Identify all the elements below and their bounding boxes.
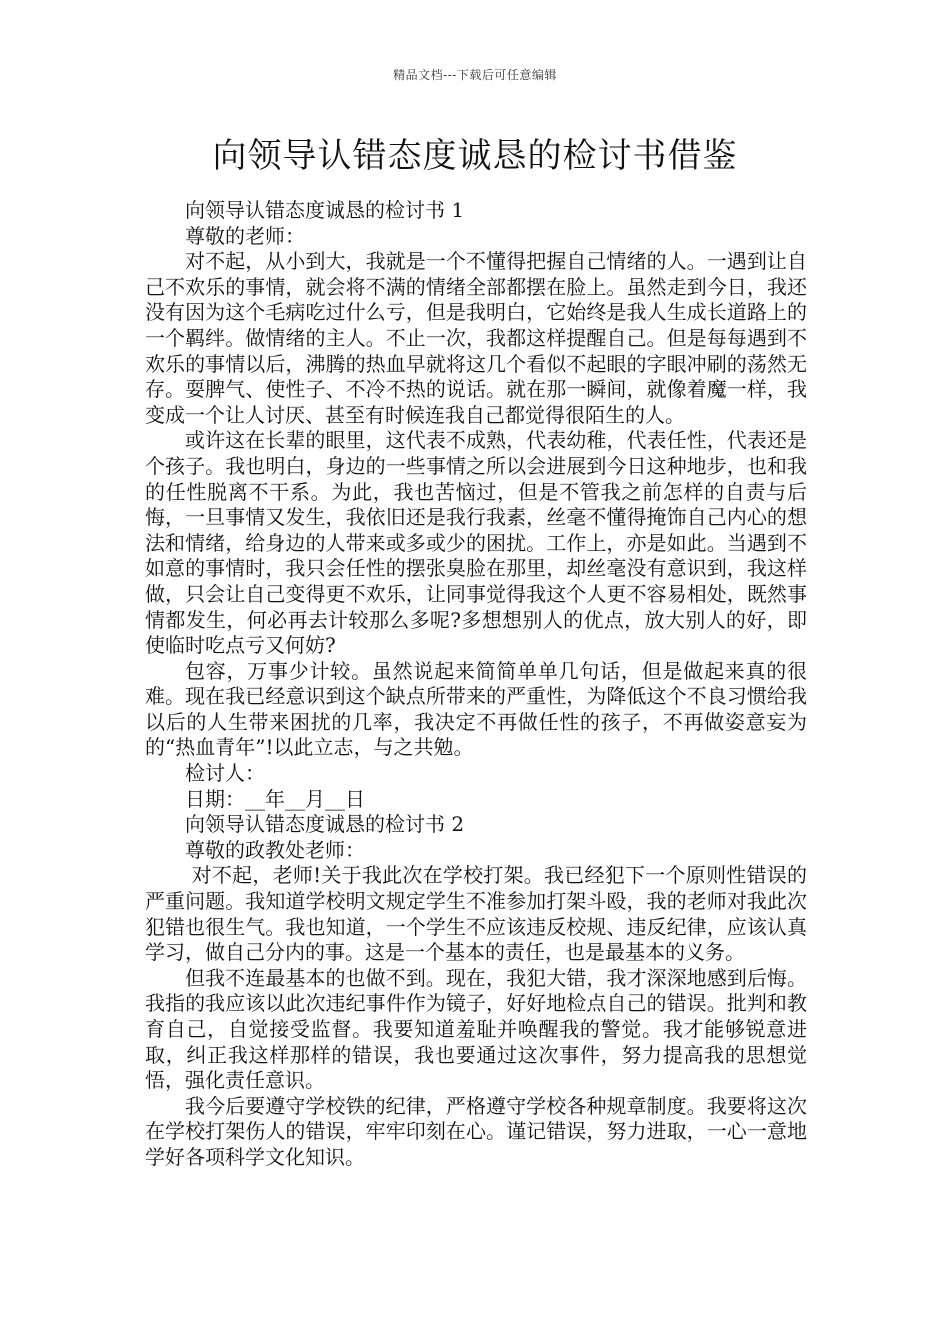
document-body [145, 198, 807, 1171]
salutation-1: 尊敬的老师： [185, 223, 305, 248]
body-paragraph: 但我不连最基本的也做不到。现在，我犯大错，我才深深地感到后悔。我指的我应该以此次违纪事件作为镜子，好好地检点自己的错误。批判和教育自己，自觉接受监督。我要知道羞耻并唤醒我的警觉。我才能够锐意进取，纠正我这样那样的错误，我也要通过这次事件，努力提高我的思想觉悟，强化责任意识。 [145, 965, 807, 1093]
section-heading-1: 向领导认错态度诚恳的检讨书 1 [185, 198, 465, 222]
body-paragraph: 对不起，从小到大，我就是一个不懂得把握自己情绪的人。一遇到让自己不欢乐的事情，就会将不满的情绪全部都摆在脸上。虽然走到今日，我还没有因为这个毛病吃过什么亏，但是我明白，它始终是我人生成长道路上的一个羁绊。做情绪的主人。不止一次，我都这样提醒自己。但是每每遇到不欢乐的事情以后，沸腾的热血早就将这几个看似不起眼的字眼冲刷的荡然无存。耍脾气、使性子、不冷不热的说话。就在那一瞬间，就像着魔一样，我变成一个让人讨厌、甚至有时候连我自己都觉得很陌生的人。 [145, 249, 807, 427]
page-header: 精品文档---下载后可任意编辑 [393, 68, 557, 82]
document-title: 向领导认错态度诚恳的检讨书借鉴 [212, 136, 738, 176]
section-heading-2: 向领导认错态度诚恳的检讨书 2 [185, 812, 465, 837]
body-paragraph: 对不起，老师!关于我此次在学校打架。我已经犯下一个原则性错误的严重问题。我知道学校明文规定学生不准参加打架斗殴，我的老师对我此次犯错也很生气。我也知道，一个学生不应该违反校规、违反纪律，应该认真学习，做自己分内的事。这是一个基本的责任，也是最基本的义务。 [145, 863, 807, 965]
salutation-2: 尊敬的政教处老师： [185, 837, 365, 862]
signature-line: 检讨人： [185, 761, 265, 786]
date-line: 日期：__年__月__日 [185, 786, 365, 811]
body-paragraph: 包容，万事少计较。虽然说起来简简单单几句话，但是做起来真的很难。现在我已经意识到这个缺点所带来的严重性，为降低这个不良习惯给我以后的人生带来困扰的几率，我决定不再做任性的孩子，不再做姿意妄为的“热血青年”!以此立志，与之共勉。 [145, 658, 807, 760]
body-paragraph: 或许这在长辈的眼里，这代表不成熟，代表幼稚，代表任性，代表还是个孩子。我也明白，身边的一些事情之所以会进展到今日这种地步，也和我的任性脱离不干系。为此，我也苦恼过，但是不管我之前怎样的自责与后悔，一旦事情又发生，我依旧还是我行我素，丝毫不懂得掩饰自己内心的想法和情绪，给身边的人带来或多或少的困扰。工作上，亦是如此。当遇到不如意的事情时，我只会任性的摆张臭脸在那里，却丝毫没有意识到，我这样做，只会让自己变得更不欢乐，让同事觉得我这个人更不容易相处，既然事情都发生，何必再去计较那么多呢?多想想别人的优点，放大别人的好，即使临时吃点亏又何妨? [145, 428, 807, 658]
body-paragraph: 我今后要遵守学校铁的纪律，严格遵守学校各种规章制度。我要将这次在学校打架伤人的错误，牢牢印刻在心。谨记错误，努力进取，一心一意地学好各项科学文化知识。 [145, 1093, 807, 1169]
